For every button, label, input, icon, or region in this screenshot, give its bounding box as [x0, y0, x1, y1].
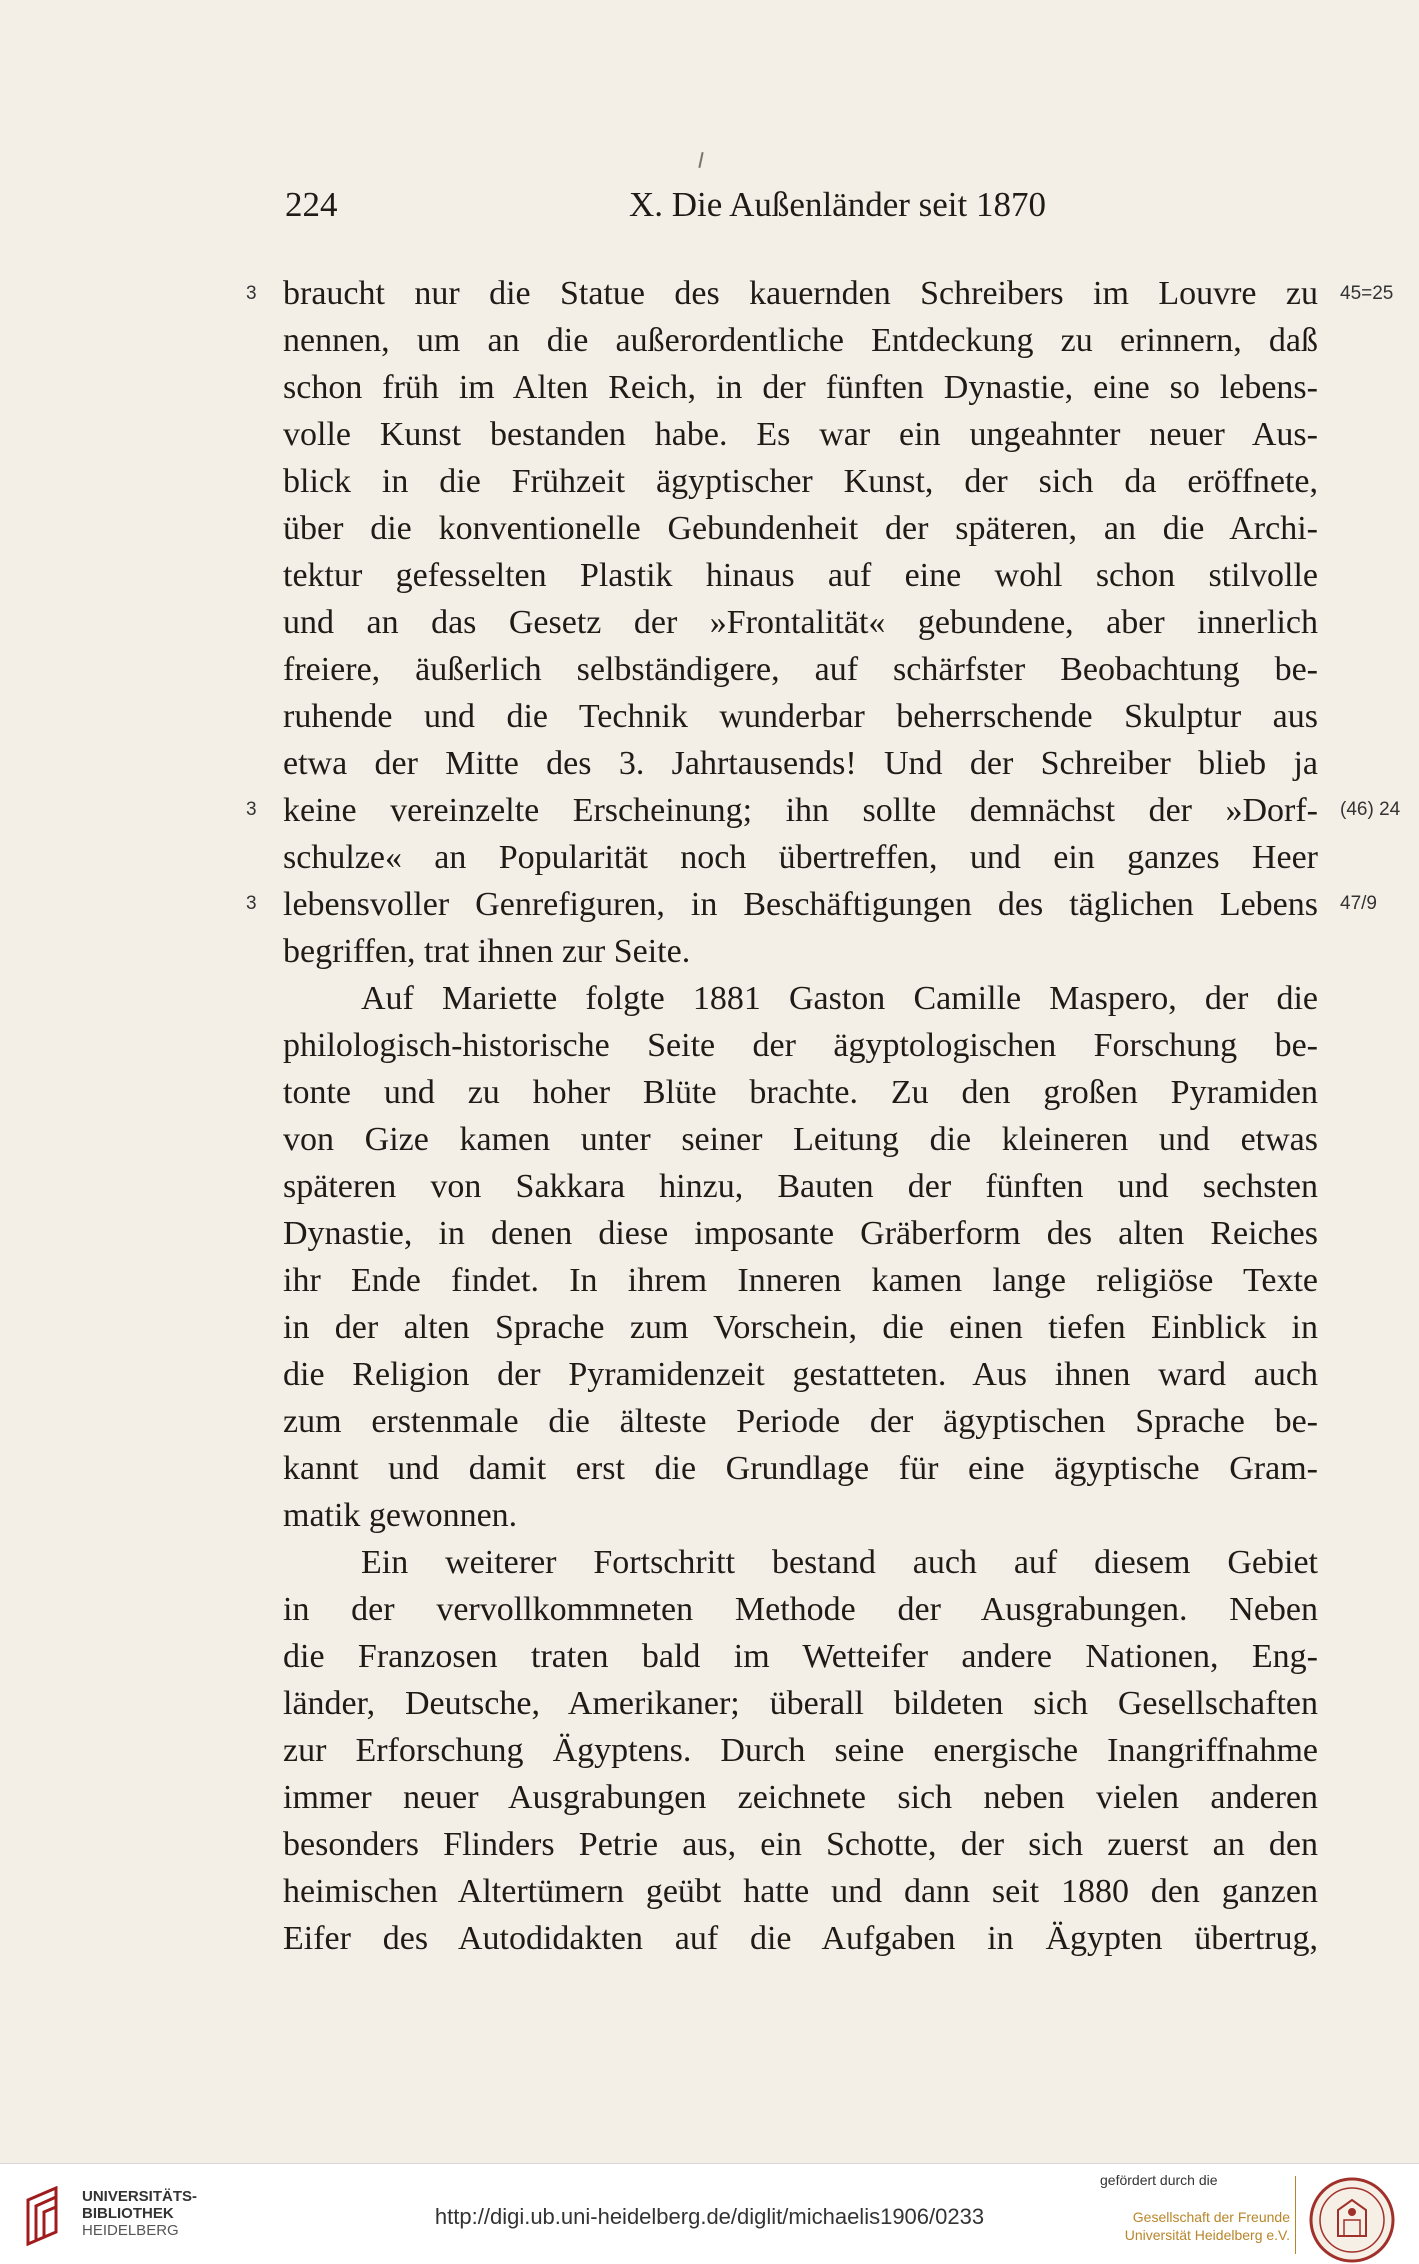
text-line: und an das Gesetz der »Frontalität« gebundene, aber innerlich — [283, 604, 1318, 641]
text-line: schulze« an Popularität noch übertreffen, und ein ganzes Heer — [283, 839, 1318, 876]
pencil-mark — [698, 152, 703, 168]
library-name-line: UNIVERSITÄTS- — [82, 2188, 198, 2205]
text-line: ihr Ende findet. In ihrem Inneren kamen lange religiöse Texte — [283, 1262, 1318, 1299]
sponsor-name-line: Gesellschaft der Freunde — [1132, 2209, 1290, 2225]
sponsor-intro: gefördert durch die — [1100, 2172, 1218, 2188]
text-line: etwa der Mitte des 3. Jahrtausends! Und der Schreiber blieb ja — [283, 745, 1318, 782]
library-name-line: BIBLIOTHEK — [82, 2205, 174, 2222]
text-line: über die konventionelle Gebundenheit der späteren, an die Archi- — [283, 510, 1318, 547]
text-line: begriffen, trat ihnen zur Seite. — [283, 933, 691, 970]
body-text — [283, 270, 1318, 1962]
text-line: späteren von Sakkara hinzu, Bauten der fünften und sechsten — [283, 1168, 1318, 1205]
text-line: schon früh im Alten Reich, in der fünften Dynastie, eine so lebens- — [283, 369, 1318, 406]
right-margin-note: (46) 24 — [1340, 799, 1401, 820]
text-line: in der alten Sprache zum Vorschein, die einen tiefen Einblick in — [283, 1309, 1318, 1346]
text-line: Dynastie, in denen diese imposante Gräberform des alten Reiches — [283, 1215, 1318, 1252]
text-line: matik gewonnen. — [283, 1497, 518, 1534]
text-line: länder, Deutsche, Amerikaner; überall bildeten sich Gesellschaften — [283, 1685, 1318, 1722]
left-margin-note: 3 — [246, 893, 257, 914]
sponsor-name — [1090, 2208, 1290, 2244]
text-line: philologisch-historische Seite der ägyptologischen Forschung be- — [283, 1027, 1318, 1064]
text-line: blick in die Frühzeit ägyptischer Kunst, der sich da eröffnete, — [283, 463, 1318, 500]
text-line: braucht nur die Statue des kauernden Schreibers im Louvre zu — [283, 275, 1318, 312]
text-line: lebensvoller Genrefiguren, in Beschäftigungen des täglichen Lebens — [283, 886, 1318, 923]
library-name-line: HEIDELBERG — [82, 2222, 179, 2239]
left-margin-note: 3 — [246, 283, 257, 304]
sponsor-name-line: Universität Heidelberg e.V. — [1124, 2227, 1290, 2243]
permalink-url[interactable]: http://digi.ub.uni-heidelberg.de/diglit/michaelis1906/0233 — [434, 2204, 985, 2229]
text-line: ruhende und die Technik wunderbar beherrschende Skulptur aus — [283, 698, 1318, 735]
text-line: freiere, äußerlich selbständigere, auf schärfster Beobachtung be- — [283, 651, 1318, 688]
text-line: keine vereinzelte Erscheinung; ihn sollte demnächst der »Dorf- — [283, 792, 1318, 829]
text-line: Ein weiterer Fortschritt bestand auch auf diesem Gebiet — [361, 1544, 1318, 1581]
digitization-footer — [0, 2163, 1419, 2264]
text-line: von Gize kamen unter seiner Leitung die kleineren und etwas — [283, 1121, 1318, 1158]
text-line: die Franzosen traten bald im Wetteifer andere Nationen, Eng- — [283, 1638, 1318, 1675]
running-head: X. Die Außenländer seit 1870 — [629, 185, 1046, 224]
text-line: Auf Mariette folgte 1881 Gaston Camille Maspero, der die — [361, 980, 1318, 1017]
right-margin-note: 47/9 — [1340, 893, 1377, 914]
text-line: besonders Flinders Petrie aus, ein Schotte, der sich zuerst an den — [283, 1826, 1318, 1863]
text-line: zur Erforschung Ägyptens. Durch seine energische Inangriffnahme — [283, 1732, 1318, 1769]
text-line: die Religion der Pyramidenzeit gestatteten. Aus ihnen ward auch — [283, 1356, 1318, 1393]
left-margin-note: 3 — [246, 799, 257, 820]
text-line: kannt und damit erst die Grundlage für eine ägyptische Gram- — [283, 1450, 1318, 1487]
text-line: volle Kunst bestanden habe. Es war ein ungeahnter neuer Aus- — [283, 416, 1318, 453]
footer-divider — [1295, 2176, 1296, 2254]
text-line: Eifer des Autodidakten auf die Aufgaben in Ägypten übertrug, — [283, 1920, 1318, 1957]
right-margin-note: 45=25 — [1340, 283, 1394, 304]
page-header — [285, 185, 1330, 235]
university-seal-icon — [1308, 2176, 1396, 2264]
text-line: nennen, um an die außerordentliche Entdeckung zu erinnern, daß — [283, 322, 1318, 359]
text-line: tektur gefesselten Plastik hinaus auf eine wohl schon stilvolle — [283, 557, 1318, 594]
text-line: in der vervollkommneten Methode der Ausgrabungen. Neben — [283, 1591, 1318, 1628]
text-line: heimischen Altertümern geübt hatte und dann seit 1880 den ganzen — [283, 1873, 1318, 1910]
sponsor-block — [1090, 2172, 1290, 2244]
page-number: 224 — [285, 185, 338, 224]
text-line: zum erstenmale die älteste Periode der ägyptischen Sprache be- — [283, 1403, 1318, 1440]
text-line: tonte und zu hoher Blüte brachte. Zu den großen Pyramiden — [283, 1074, 1318, 1111]
text-line: immer neuer Ausgrabungen zeichnete sich neben vielen anderen — [283, 1779, 1318, 1816]
